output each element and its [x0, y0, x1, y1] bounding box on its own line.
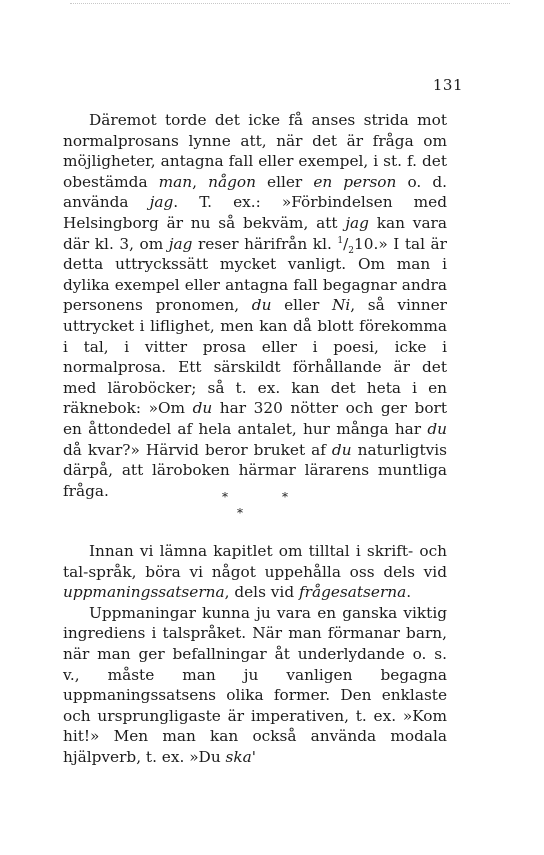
asterisk-right: * [282, 490, 288, 504]
text-block-lower [63, 541, 447, 768]
asterisk-left: * [222, 490, 228, 504]
text-block-upper [63, 110, 447, 501]
paragraph-section-intro: Innan vi lämna kapitlet om tilltal i skrift- och tal-språk, böra vi något uppehålla oss dels vid uppmaningssatserna, dels vid frågesatserna. [63, 542, 447, 602]
paragraph-pronoun-usage: Däremot torde det icke få anses strida mot normalprosans lynne att, när det är fråga om möjligheter, antagna fall eller exempel, i st. f. det obestämda man, någon eller en person o. d. använda jag. T. ex.: »Förbindelsen med Helsingborg är nu så bekväm, att jag kan vara där kl. 3, om jag reser härifrån kl. $^1/_210$.» I tal är detta uttryckssätt mycket vanligt. Om man i dylika exempel eller antagna fall begagnar andra personens pronomen, du eller Ni, så vinner uttrycket i liflighet, men kan då blott förekomma i tal, i vitter prosa eller i poesi, icke i normalprosa. Ett särskildt förhållande är det med läroböcker; så t. ex. kan det heta i en räknebok: »Om du har 320 nötter och ger bort en åttondedel af hela antalet, hur många har du då kvar?» Härvid beror bruket af du naturligtvis därpå, att läroboken härmar lärarens muntliga fråga. [63, 111, 448, 500]
asterisk-center: * [237, 506, 243, 520]
section-divider-asterisms [0, 486, 544, 526]
paragraph-imperatives: Uppmaningar kunna ju vara en ganska viktig ingrediens i talspråket. När man förmanar barn, när man ger befallningar åt underlydande o. s. v., måste man ju vanligen begagna uppmaningssatsens olika former. Den enklaste och ursprungligaste är imperativen, t. ex. »Kom hit!» Men man kan också använda modala hjälpverb, t. ex. »Du ska' [63, 603, 447, 766]
page-number: 131 [432, 76, 463, 94]
top-edge-rule [70, 3, 510, 4]
